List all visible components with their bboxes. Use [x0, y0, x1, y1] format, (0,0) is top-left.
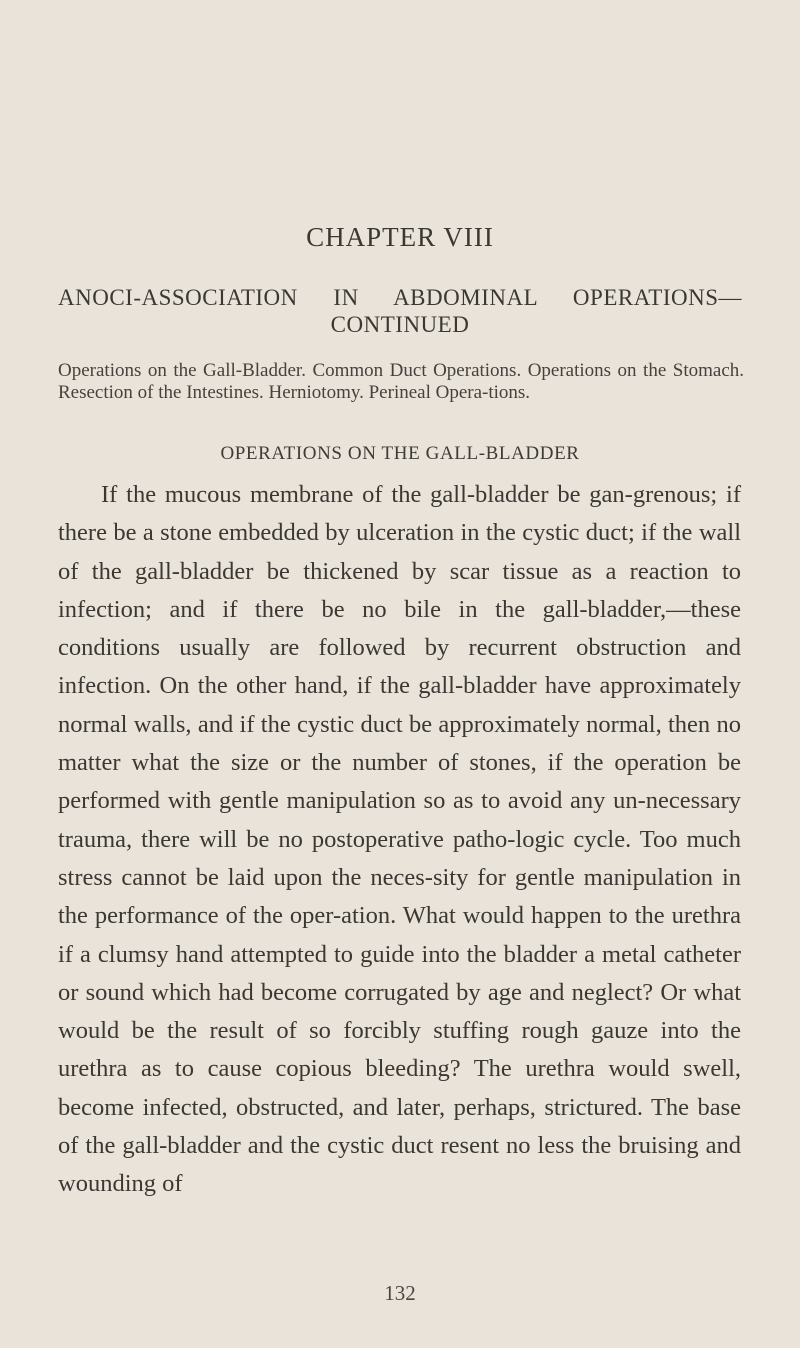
chapter-title — [58, 284, 742, 338]
chapter-heading: CHAPTER VIII — [306, 222, 494, 252]
section-heading: OPERATIONS ON THE GALL-BLADDER — [220, 443, 580, 464]
chapter-title-line-2: CONTINUED — [330, 312, 470, 337]
chapter-title-line-1: ANOCI-ASSOCIATION IN ABDOMINAL OPERATIONS— — [58, 285, 742, 310]
chapter-synopsis: Operations on the Gall-Bladder. Common Duct Operations. Operations on the Stomach. Resection of the Intestines. Herniotomy. Perineal Opera-tions. — [58, 360, 744, 403]
body-paragraph: If the mucous membrane of the gall-bladder be gan-grenous; if there be a stone embedded by ulceration in the cystic duct; if the wall of the gall-bladder be thickened by scar tissue as a reaction to infection; and if there be no bile in the gall-bladder,—these conditions usually are followed by recurrent obstruction and infection. On the other hand, if the gall-bladder have approximately normal walls, and if the cystic duct be approximately normal, then no matter what the size or the number of stones, if the operation be performed with gentle manipulation so as to avoid any un-necessary trauma, there will be no postoperative patho-logic cycle. Too much stress cannot be laid upon the neces-sity for gentle manipulation in the performance of the oper-ation. What would happen to the urethra if a clumsy hand attempted to guide into the bladder a metal catheter or sound which had become corrugated by age and neglect? Or what would be the result of so forcibly stuffing rough gauze into the urethra as to cause copious bleeding? The urethra would swell, become infected, obstructed, and later, perhaps, strictured. The base of the gall-bladder and the cystic duct resent no less the bruising and wounding of — [58, 481, 741, 1198]
page-number: 132 — [384, 1281, 416, 1305]
